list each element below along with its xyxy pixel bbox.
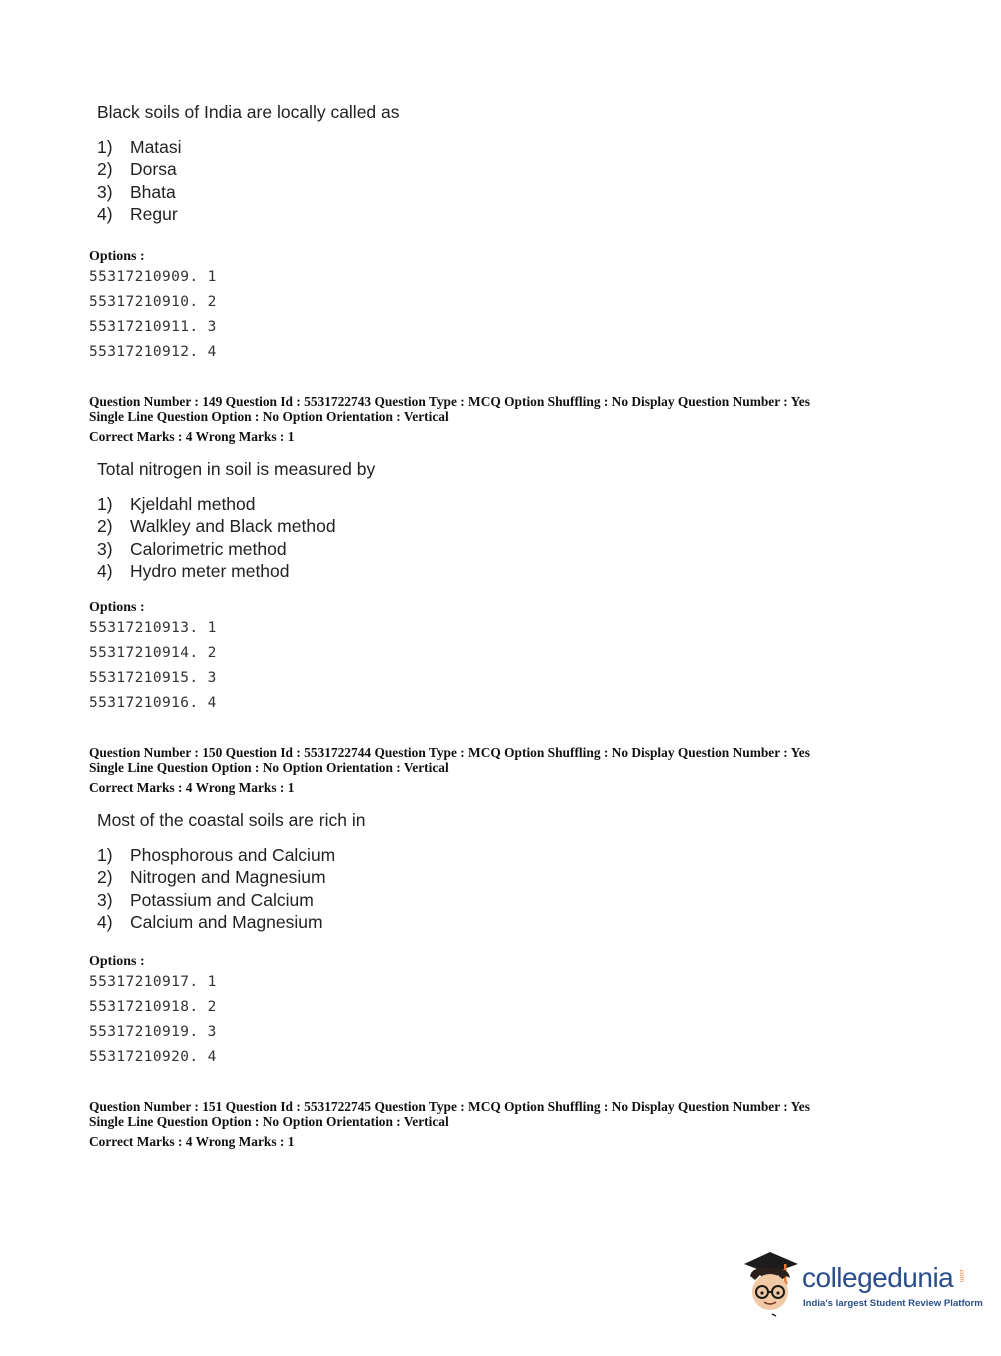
- option-id: 55317210911. 3: [89, 319, 217, 336]
- choice-item: 2) Dorsa: [97, 159, 177, 180]
- option-id: 55317210913. 1: [89, 620, 217, 636]
- choice-list: [97, 493, 336, 582]
- question-text: Most of the coastal soils are rich in: [97, 810, 366, 830]
- option-id-list: [89, 616, 217, 716]
- choice-item: 1) Kjeldahl method: [97, 494, 256, 514]
- options-label: Options :: [89, 249, 145, 264]
- option-id-list: [89, 265, 217, 365]
- question-meta: [89, 745, 810, 795]
- option-id: 55317210918. 2: [89, 999, 217, 1016]
- question-meta-line: Question Number : 149 Question Id : 5531722743 Question Type : MCQ Option Shuffling : No Display Question Number : Yes: [89, 394, 810, 409]
- option-id: 55317210917. 1: [89, 974, 217, 990]
- marks-line: Correct Marks : 4 Wrong Marks : 1: [89, 1134, 295, 1149]
- question-meta: [89, 1099, 810, 1149]
- question-meta: [89, 394, 810, 444]
- question-meta-line: Single Line Question Option : No Option Orientation : Vertical: [89, 1114, 449, 1129]
- option-id: 55317210919. 3: [89, 1024, 217, 1041]
- choice-item: 1) Phosphorous and Calcium: [97, 845, 336, 865]
- option-id: 55317210910. 2: [89, 294, 217, 311]
- option-id: 55317210914. 2: [89, 645, 217, 662]
- question-meta-line: Single Line Question Option : No Option Orientation : Vertical: [89, 409, 449, 424]
- choice-item: 4) Calcium and Magnesium: [97, 911, 323, 932]
- option-id: 55317210912. 4: [89, 344, 217, 361]
- marks-line: Correct Marks : 4 Wrong Marks : 1: [89, 780, 295, 795]
- logo-wordmark: collegedunia: [802, 1262, 954, 1293]
- choice-item: 1) Matasi: [97, 137, 182, 157]
- options-label: Options :: [89, 954, 145, 969]
- question-meta-line: Single Line Question Option : No Option Orientation : Vertical: [89, 760, 449, 775]
- mascot-icon: [740, 1248, 802, 1320]
- choice-item: 2) Nitrogen and Magnesium: [97, 867, 326, 888]
- option-id-list: [89, 970, 217, 1070]
- options-label: Options :: [89, 600, 145, 615]
- marks-line: Correct Marks : 4 Wrong Marks : 1: [89, 429, 295, 444]
- choice-list: [97, 844, 335, 933]
- option-id: 55317210916. 4: [89, 695, 217, 712]
- logo-domain: .com: [958, 1268, 965, 1283]
- option-id: 55317210915. 3: [89, 670, 217, 687]
- choice-item: 4) Regur: [97, 203, 178, 224]
- question-meta-line: Question Number : 151 Question Id : 5531722745 Question Type : MCQ Option Shuffling : No Display Question Number : Yes: [89, 1099, 810, 1114]
- collegedunia-logo: [740, 1248, 983, 1320]
- choice-item: 3) Potassium and Calcium: [97, 889, 314, 910]
- choice-list: [97, 136, 182, 225]
- option-id: 55317210909. 1: [89, 269, 217, 285]
- option-id: 55317210920. 4: [89, 1049, 217, 1066]
- choice-item: 4) Hydro meter method: [97, 560, 290, 581]
- question-text: Black soils of India are locally called as: [97, 102, 400, 122]
- logo-tagline: India's largest Student Review Platform: [803, 1298, 983, 1309]
- choice-item: 3) Calorimetric method: [97, 538, 287, 559]
- choice-item: 3) Bhata: [97, 181, 176, 202]
- question-text: Total nitrogen in soil is measured by: [97, 459, 376, 479]
- choice-item: 2) Walkley and Black method: [97, 516, 336, 537]
- question-meta-line: Question Number : 150 Question Id : 5531722744 Question Type : MCQ Option Shuffling : No Display Question Number : Yes: [89, 745, 810, 760]
